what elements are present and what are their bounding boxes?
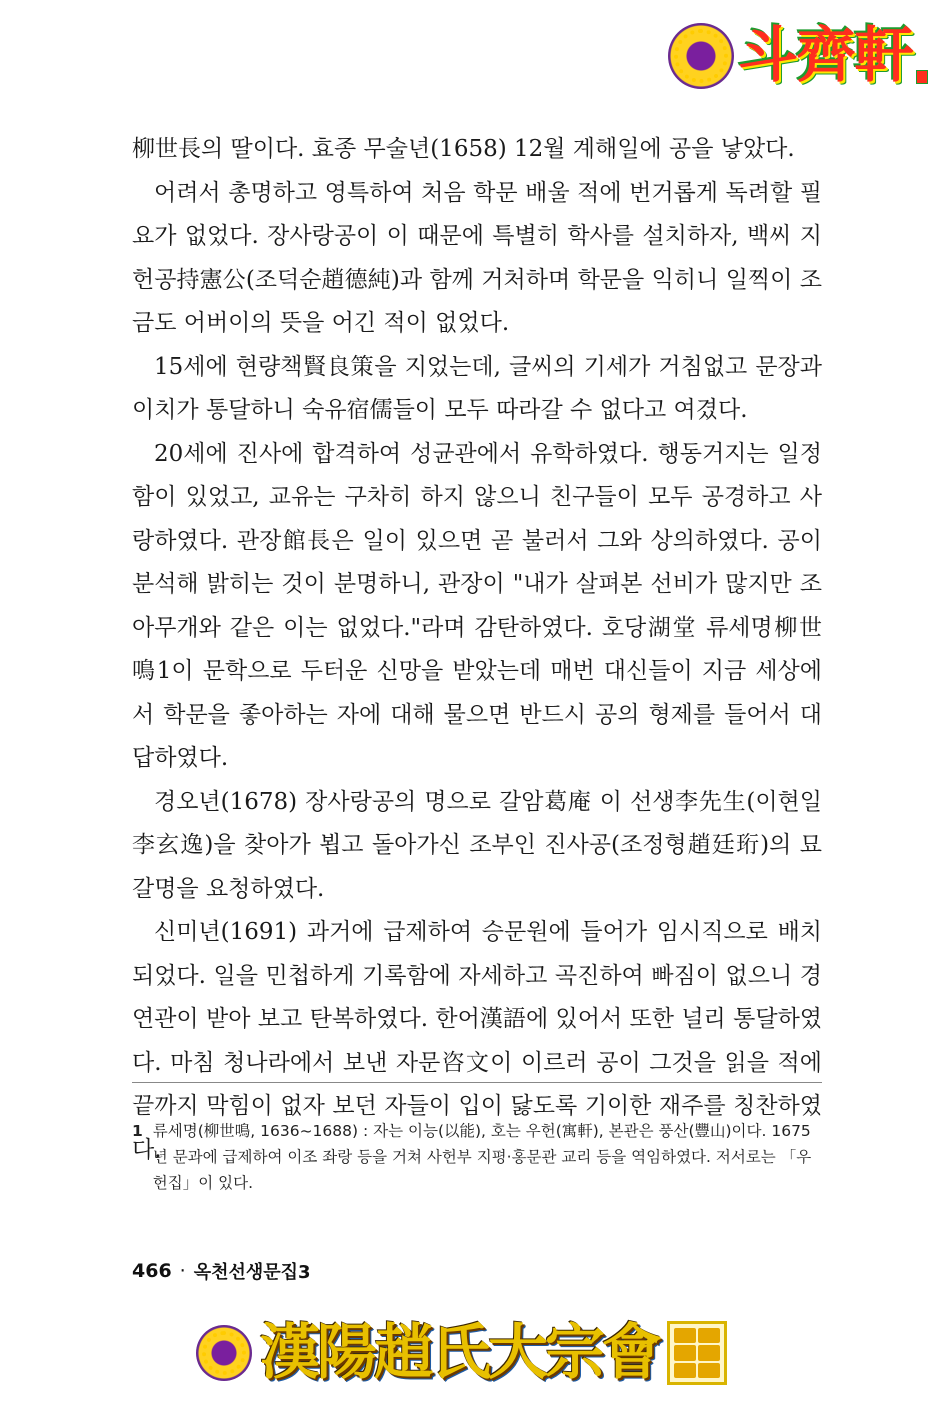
flower-emblem-icon bbox=[668, 23, 734, 89]
paragraph: 경오년(1678) 장사랑공의 명으로 갈암葛庵 이 선생李先生(이현일李玄逸)을 찾아가 뵙고 돌아가신 조부인 진사공(조정형趙廷珩)의 묘갈명을 요청하였다. bbox=[132, 788, 822, 902]
book-title: 옥천선생문집3 bbox=[193, 1262, 311, 1283]
paragraph: 어려서 총명하고 영특하여 처음 학문 배울 적에 번거롭게 독려할 필요가 없었다. 장사랑공이 이 때문에 특별히 학사를 설치하자, 백씨 지헌공持憲公(조덕순趙德純)과 함께 거처하며 학문을 익히니 일찍이 조금도 어버이의 뜻을 어긴 적이 없었다. bbox=[132, 179, 822, 336]
seal-stamp-icon bbox=[667, 1321, 727, 1385]
flower-emblem-icon bbox=[196, 1325, 252, 1381]
logo-mark-icon bbox=[916, 70, 928, 84]
folio-separator: · bbox=[179, 1260, 186, 1282]
footnote bbox=[132, 1118, 822, 1196]
paragraph: 柳世長의 딸이다. 효종 무술년(1658) 12월 계해일에 공을 낳았다. bbox=[132, 136, 795, 162]
header-logo bbox=[668, 14, 928, 98]
footnote-divider bbox=[132, 1082, 822, 1083]
paragraph: 20세에 진사에 합격하여 성균관에서 유학하였다. 행동거지는 일정함이 있었고, 교유는 구차히 하지 않으니 친구들이 모두 공경하고 사랑하였다. 관장館長은 일이 있으면 곧 불러서 그와 상의하였다. 공이 분석해 밝히는 것이 분명하니, 관장이 "내가 살펴본 선비가 많지만 조 아무개와 같은 이는 없었다."라며 감탄하였다. 호당湖堂 류세명柳世鳴1이 문학으로 두터운 신망을 받았는데 매번 대신들이 지금 세상에서 학문을 좋아하는 자에 대해 물으면 반드시 공의 형제를 들어서 대답하였다. bbox=[132, 440, 822, 771]
footer-banner bbox=[196, 1312, 776, 1394]
footnote-text: 류세명(柳世鳴, 1636~1688) : 자는 이능(以能), 호는 우헌(寓軒), 본관은 풍산(豐山)이다. 1675년 문과에 급제하여 이조 좌랑 등을 거쳐 사헌부 지평·홍문관 교리 등을 역임하였다. 저서로는 「우헌집」이 있다. bbox=[152, 1122, 812, 1192]
page-number: 466 bbox=[132, 1260, 172, 1282]
header-logo-text: 斗齊軒 bbox=[738, 21, 912, 91]
page-folio bbox=[132, 1258, 311, 1284]
footnote-number: 1 bbox=[132, 1122, 143, 1140]
body-text bbox=[132, 128, 822, 1172]
paragraph: 신미년(1691) 과거에 급제하여 승문원에 들어가 임시직으로 배치되었다. 일을 민첩하게 기록함에 자세하고 곡진하여 빠짐이 없으니 경연관이 받아 보고 탄복하였다. 한어漢語에 있어서 또한 널리 통달하였다. 마침 청나라에서 보낸 자문咨文이 이르러 공이 그것을 읽을 적에 끝까지 막힘이 없자 보던 자들이 입이 닳도록 기이한 재주를 칭찬하였다. bbox=[132, 919, 822, 1163]
paragraph: 15세에 현량책賢良策을 지었는데, 글씨의 기세가 거침없고 문장과 이치가 통달하니 숙유宿儒들이 모두 따라갈 수 없다고 여겼다. bbox=[132, 353, 822, 423]
footer-banner-text: 漢陽趙氏大宗會 bbox=[260, 1318, 659, 1388]
